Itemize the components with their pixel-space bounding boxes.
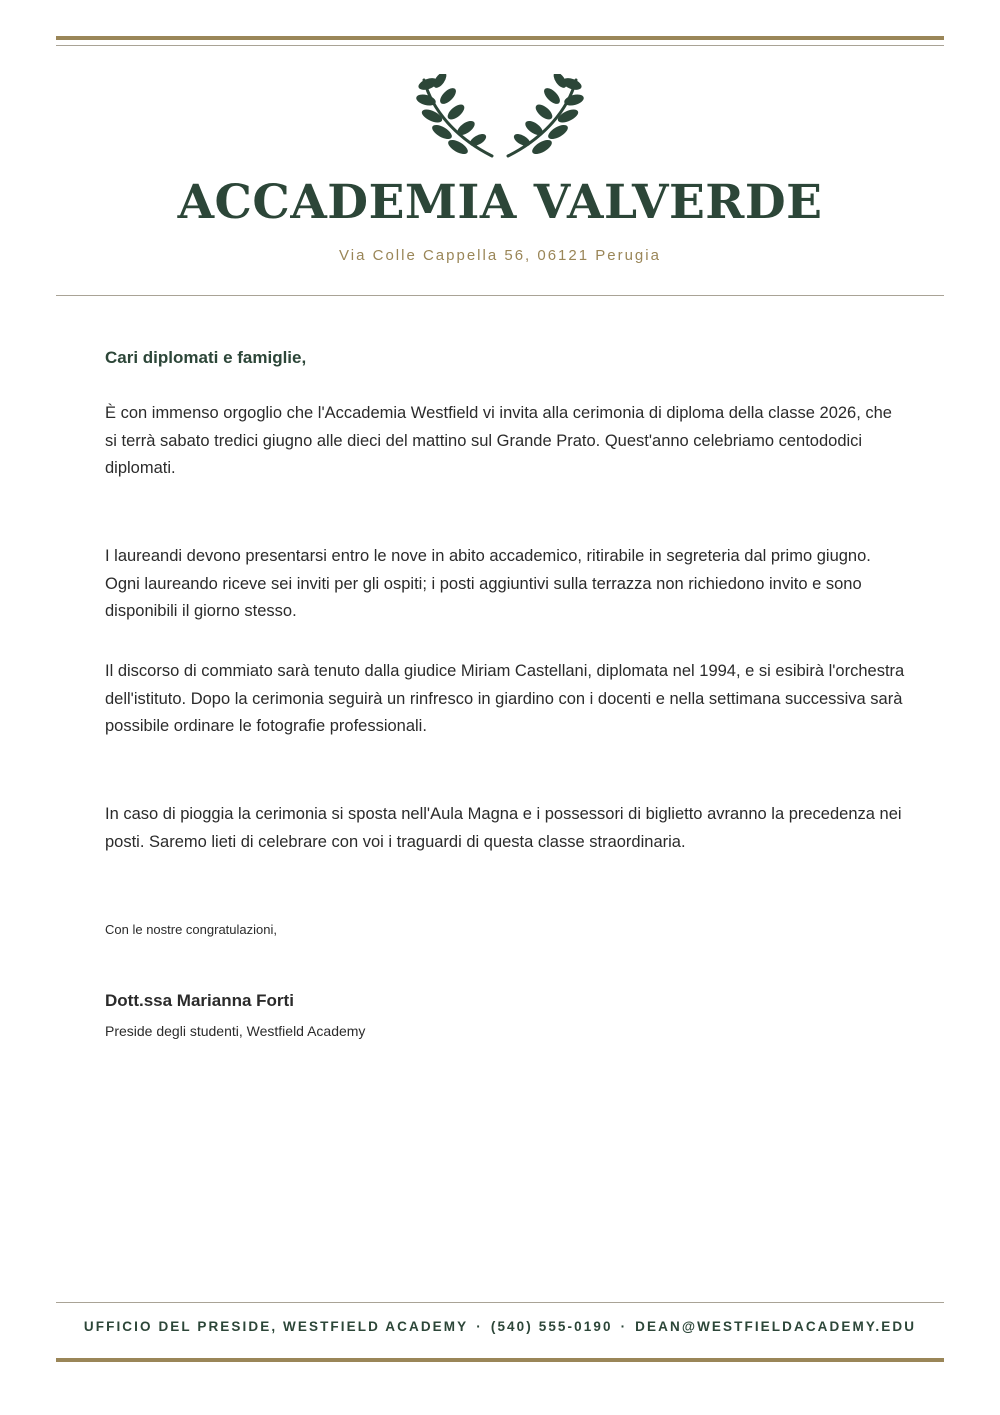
letter-paragraph-1: È con immenso orgoglio che l'Accademia Westfield vi invita alla cerimonia di diploma della classe 2026, che si terrà sabato tredici giugno alle dieci del mattino sul Grande Prato. Quest'anno celebriamo centododici diplomati. <box>105 404 892 477</box>
footer-office: UFFICIO DEL PRESIDE, WESTFIELD ACADEMY <box>83 1319 469 1334</box>
footer-contact <box>56 1316 944 1338</box>
school-name: ACCADEMIA VALVERDE <box>177 175 823 230</box>
top-rule-thick <box>56 36 944 40</box>
signer-name: Dott.ssa Marianna Forti <box>105 991 294 1010</box>
footer-separator: · <box>620 1319 628 1334</box>
top-rule-thin <box>56 45 944 46</box>
footer-email: DEAN@WESTFIELDACADEMY.EDU <box>635 1319 917 1334</box>
laurel-branches-icon <box>410 74 590 166</box>
closing: Con le nostre congratulazioni, <box>105 922 277 937</box>
footer-phone: (540) 555-0190 <box>490 1319 613 1334</box>
letter-paragraph-4: In caso di pioggia la cerimonia si sposta nell'Aula Magna e i possessori di biglietto avranno la precedenza nei posti. Saremo lieti di celebrare con voi i traguardi di questa classe straordinaria. <box>105 805 902 851</box>
header-divider <box>56 295 944 296</box>
signer-title: Preside degli studenti, Westfield Academy <box>105 1023 366 1039</box>
letter-paragraph-2: I laureandi devono presentarsi entro le nove in abito accademico, ritirabile in segreteria dal primo giugno. Ogni laureando riceve sei inviti per gli ospiti; i posti aggiuntivi sulla terrazza non richiedono invito e sono disponibili il giorno stesso. <box>105 547 871 620</box>
footer-separator: · <box>476 1319 483 1334</box>
footer-divider <box>56 1302 944 1303</box>
bottom-rule-thick <box>56 1358 944 1362</box>
salutation: Cari diplomati e famiglie, <box>105 348 307 367</box>
school-address: Via Colle Cappella 56, 06121 Perugia <box>339 247 661 264</box>
letter-paragraph-3: Il discorso di commiato sarà tenuto dalla giudice Miriam Castellani, diplomata nel 1994, e si esibirà l'orchestra dell'istituto. Dopo la cerimonia seguirà un rinfresco in giardino con i docenti e nella settimana successiva sarà possibile ordinare le fotografie professionali. <box>105 662 905 735</box>
